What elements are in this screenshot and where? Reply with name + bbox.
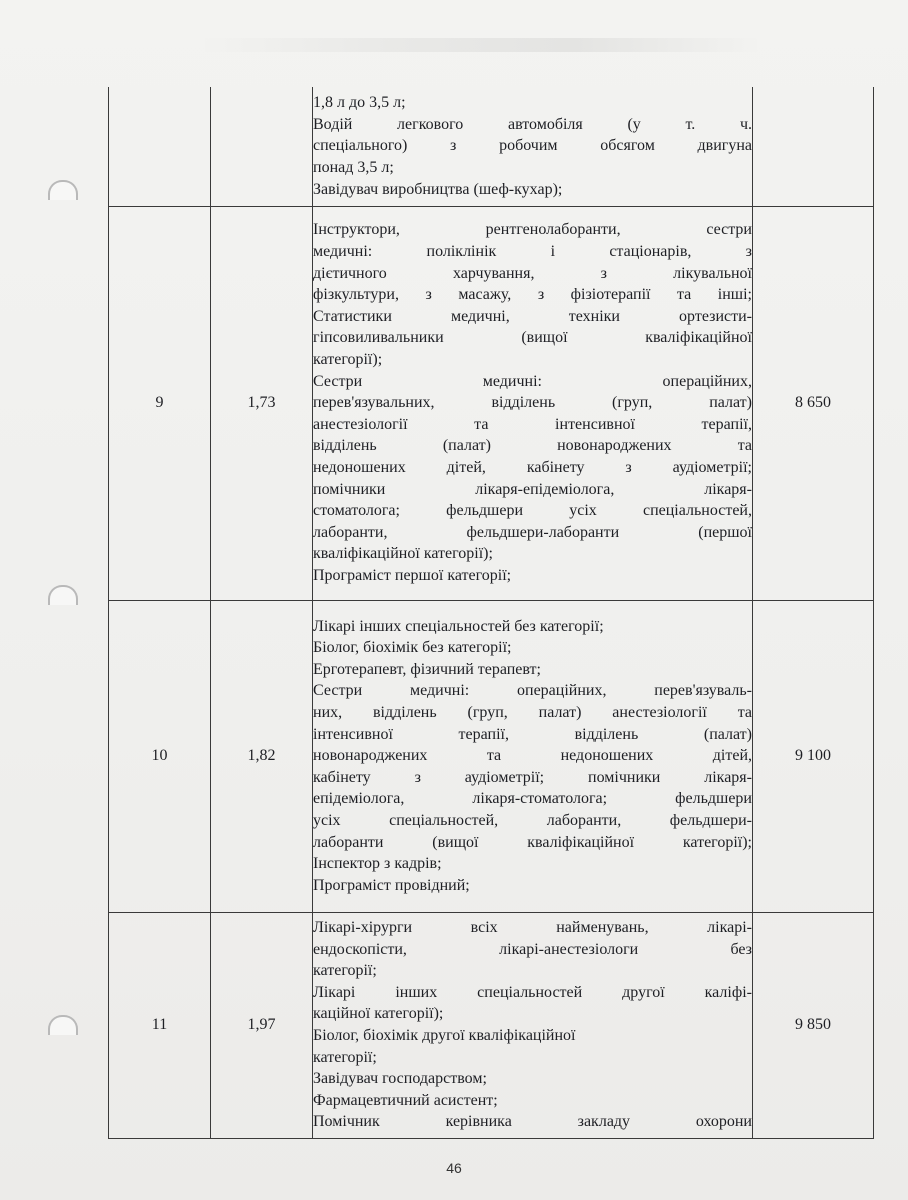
position-line: Водій легкового автомобіля (у т. ч. (313, 115, 752, 133)
punch-hole (48, 180, 78, 200)
positions-cell (313, 912, 753, 1138)
position-line: Фармацевтичний асистент; (313, 1091, 498, 1109)
position-line: Інспектор з кадрів; (313, 855, 442, 873)
salary-cell: 9 100 (753, 600, 874, 912)
page-number: 46 (446, 1160, 462, 1176)
position-line: дієтичного харчування, з лікувальної (313, 264, 752, 282)
position-line: Завідувач господарством; (313, 1070, 487, 1088)
salary-cell (753, 87, 874, 206)
position-line: Лікарі інших спеціальностей другої каліфі- (313, 983, 752, 1001)
position-line: лаборанти, фельдшери-лаборанти (першої (313, 523, 752, 541)
position-line: Ерготерапевт, фізичний терапевт; (313, 660, 541, 678)
position-line: категорії; (313, 1048, 377, 1066)
coefficient-cell (211, 87, 313, 206)
position-line: 1,8 л до 3,5 л; (313, 94, 406, 112)
position-line: анестезіології та інтенсивної терапії, (313, 415, 752, 433)
coefficient-cell: 1,82 (211, 600, 313, 912)
position-line: медичні: поліклінік і стаціонарів, з (313, 243, 752, 261)
position-line: гіпсовиливальники (вищої кваліфікаційної (313, 329, 752, 347)
position-line: відділень (палат) новонароджених та (313, 437, 752, 455)
position-line: недоношених дітей, кабінету з аудіометрії; (313, 458, 752, 476)
position-line: Лікарі інших спеціальностей без категорії; (313, 617, 604, 635)
position-line: них, відділень (груп, палат) анестезіології та (313, 704, 752, 722)
position-line: Завідувач виробництва (шеф-кухар); (313, 180, 563, 198)
position-line: фізкультури, з масажу, з фізіотерапії та інші; (313, 286, 752, 304)
position-line: лаборанти (вищої кваліфікаційної категорії); (313, 833, 752, 851)
position-line: Біолог, біохімік без категорії; (313, 639, 512, 657)
salary-cell: 9 850 (753, 912, 874, 1138)
position-line: категорії; (313, 962, 377, 980)
position-line: Сестри медичні: операційних, (313, 372, 752, 390)
position-line: категорії); (313, 351, 383, 369)
salary-grade-table (108, 87, 874, 1139)
position-line: кваліфікаційної категорії); (313, 545, 493, 563)
position-line: Статистики медичні, техніки ортезисти- (313, 307, 752, 325)
table-row (109, 600, 874, 912)
grade-number-cell (109, 87, 211, 206)
position-line: помічники лікаря-епідеміолога, лікаря- (313, 480, 752, 498)
position-line: перев'язувальних, відділень (груп, палат) (313, 394, 752, 412)
position-line: стоматолога; фельдшери усіх спеціальностей, (313, 502, 752, 520)
grade-number-cell: 11 (109, 912, 211, 1138)
position-line: Лікарі-хірурги всіх найменувань, лікарі- (313, 919, 752, 937)
position-line: епідеміолога, лікаря-стоматолога; фельдшери (313, 790, 752, 808)
position-line: інтенсивної терапії, відділень (палат) (313, 725, 752, 743)
punch-hole (48, 1015, 78, 1035)
position-line: понад 3,5 л; (313, 159, 394, 177)
positions-cell (313, 600, 753, 912)
punch-hole (48, 585, 78, 605)
position-line: Програміст першої категорії; (313, 566, 512, 584)
position-line: усіх спеціальностей, лаборанти, фельдшери- (313, 811, 752, 829)
position-line: кабінету з аудіометрії; помічники лікаря- (313, 768, 752, 786)
positions-cell (313, 87, 753, 206)
position-line: спеціального) з робочим обсягом двигуна (313, 137, 752, 155)
position-line: Помічник керівника закладу охорони (313, 1113, 752, 1131)
grade-number-cell: 10 (109, 600, 211, 912)
coefficient-cell: 1,97 (211, 912, 313, 1138)
positions-cell (313, 206, 753, 600)
table-row (109, 206, 874, 600)
table-body (109, 87, 874, 1138)
salary-cell: 8 650 (753, 206, 874, 600)
scan-smudge (200, 38, 760, 52)
position-line: Програміст провідний; (313, 876, 470, 894)
coefficient-cell: 1,73 (211, 206, 313, 600)
table-row (109, 87, 874, 206)
position-line: новонароджених та недоношених дітей, (313, 747, 752, 765)
position-line: Інструктори, рентгенолаборанти, сестри (313, 221, 752, 239)
position-line: каційної категорії); (313, 1005, 444, 1023)
position-line: Сестри медичні: операційних, перев'язуваль- (313, 682, 752, 700)
table-row (109, 912, 874, 1138)
position-line: ендоскопісти, лікарі-анестезіологи без (313, 940, 752, 958)
position-line: Біолог, біохімік другої кваліфікаційної (313, 1027, 576, 1044)
grade-number-cell: 9 (109, 206, 211, 600)
